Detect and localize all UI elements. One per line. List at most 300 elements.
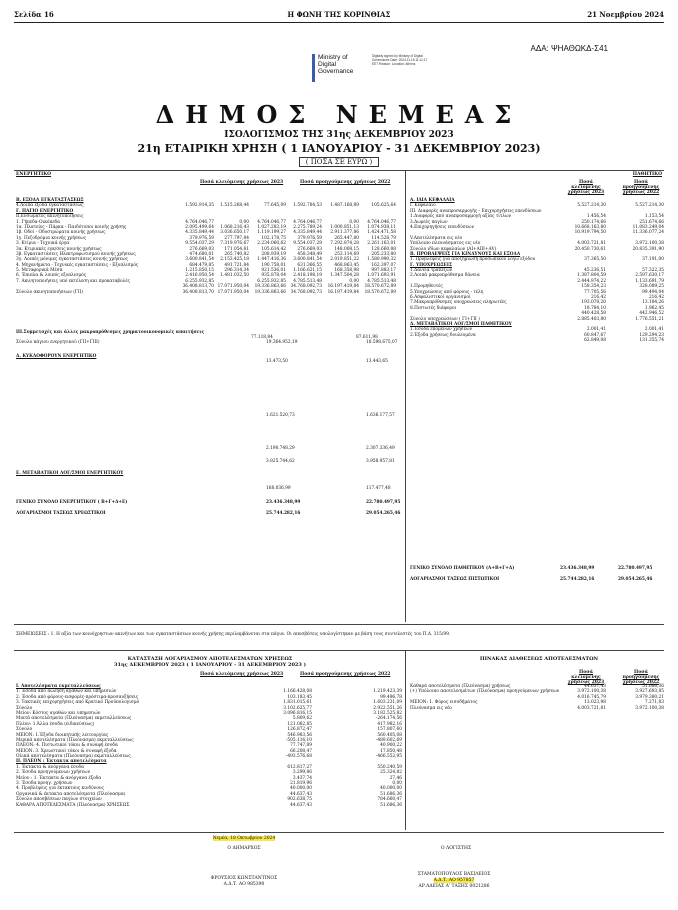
row-label: 1β. Οδοί - Οδοστρώματα κοινής χρήσεως xyxy=(16,230,106,236)
row-label: 3. Τακτικές επιχορηγήσεις από Κρατικό Προϋπολογισμό xyxy=(16,700,140,706)
row-value: 1.387.804,59 xyxy=(577,273,606,279)
row-label: 4.Επιχορηγήσεις επενδύσεων xyxy=(410,224,475,230)
row-value: 277.797,84 xyxy=(224,235,249,241)
row-value: 2.418.198,19 xyxy=(293,273,322,279)
row-value: 1.515.268,44 xyxy=(220,203,249,209)
row-value: 62.849,08 xyxy=(584,338,606,344)
row-value: 1.071.693,91 xyxy=(367,273,396,279)
prepay-total-cur: 168.036,99 xyxy=(266,486,291,492)
row-value: 77.705,56 xyxy=(584,289,606,295)
row-value: 1.219.423,39 xyxy=(373,689,402,695)
row-value: 684.479,85 xyxy=(189,262,214,268)
row-value: 1.487.168,89 xyxy=(330,203,359,209)
row-value: 162.397,07 xyxy=(371,262,396,268)
row-value: 77.645,09 xyxy=(264,203,286,209)
cash-prev: 2.307.336,49 xyxy=(366,445,395,451)
current-assets-heading: Δ. ΚΥΚΛΟΦΟΡΟΥΝ ΕΝΕΡΓΗΤΙΚΟ xyxy=(16,353,97,359)
row-label: Α. ΙΔΙΑ ΚΕΦΑΛΑΙΑ xyxy=(410,198,455,203)
row-value: 379.976,59 xyxy=(189,235,214,241)
row-value: 16.197.419,84 xyxy=(327,284,359,290)
row-value: 3.600.841,54 xyxy=(185,257,214,263)
row-label: 3γ. Λοιπές μόνιμες εγκαταστάσεις κοινής χρήσεως xyxy=(16,257,128,263)
row-label: ΠΛΕΟΝ: 4. Πιστωτικοί τόκοι & συναφή έσοδα xyxy=(16,743,118,749)
row-value: 1.962,45 xyxy=(644,305,664,311)
assets-grand-cur: 23.436.348,99 xyxy=(266,499,301,505)
row-value: 44.637,43 xyxy=(290,791,312,797)
row-value: 468.863,45 xyxy=(334,262,359,268)
doc-subtitle-2: 21η ΕΤΑΙΡΙΚΗ ΧΡΗΣΗ ( 1 ΙΑΝΟΥΑΡΙΟΥ - 31 ΔΕΚΕΜΒΡΙΟΥ 2023) xyxy=(137,142,541,155)
liab-col-cur: Ποσά κλειόμενης χρήσεως 2023 xyxy=(567,180,605,195)
row-value: 379.976,59 xyxy=(297,235,322,241)
table-top-rule xyxy=(14,170,664,171)
row-value: 2.922.551,26 xyxy=(373,705,402,711)
row-value: -264.174,56 xyxy=(375,716,402,722)
row-label: Σύνολο xyxy=(16,705,33,711)
row-value: 296.314,34 xyxy=(224,268,249,274)
page-header xyxy=(14,10,664,22)
row-value: 9.554.037,29 xyxy=(185,241,214,247)
row-value: 3.600.841,54 xyxy=(293,257,322,263)
row-label: Υπόλοιπο πλεονάσματος εις νέο xyxy=(410,241,481,247)
row-value: 2.019.851,22 xyxy=(330,257,359,263)
row-value: 4.335.849,44 xyxy=(293,230,322,236)
center-divider xyxy=(405,170,406,622)
row-value: 1.215.850,15 xyxy=(185,268,214,274)
row-label: ΜΕΙΟΝ: 3. Χρεωστικοί τόκοι & συναφή έξοδα xyxy=(16,748,117,754)
row-value: 10.668.163,80 xyxy=(574,224,606,230)
row-value: 105.625,64 xyxy=(371,203,396,209)
results-heading xyxy=(16,656,404,668)
row-value: 1.119.199,27 xyxy=(257,230,286,236)
row-value: 1.000.851,13 xyxy=(330,224,359,230)
row-label: Σύνολο υποχρεώσεων ( ΓΙ+ΓΙΙ ) xyxy=(410,316,480,322)
row-value: 36.408.813,70 xyxy=(182,289,214,295)
row-value: 40.000,00 xyxy=(290,786,312,792)
table-row xyxy=(410,338,668,343)
row-value: 2.001,41 xyxy=(586,327,606,333)
row-value: 251.674,66 xyxy=(639,219,664,225)
row-value: 560.405,08 xyxy=(377,732,402,738)
row-label: Γ. ΠΑΓΙΟ ΕΝΕΡΓΗΤΙΚΟ xyxy=(16,208,74,214)
row-label: 1α. Πλατείες - Πάρκα - Παιδότοποι κοινής χρήσης xyxy=(16,224,127,230)
row-value: 4.335.849,44 xyxy=(185,230,214,236)
row-label: Σύνολο ακινητοποιήσεων (ΓΙΙ) xyxy=(16,289,83,295)
row-value: 208.939,19 xyxy=(261,251,286,257)
row-value: 36.408.813,70 xyxy=(182,284,214,290)
row-value: 51.686,36 xyxy=(380,802,402,808)
row-value: 276.669,03 xyxy=(189,246,214,252)
row-value: 5.809,62 xyxy=(292,716,312,722)
row-value: 121.062,85 xyxy=(287,721,312,727)
row-label: 3α. Κτιριακές εγκ/σεις κοινής χρήσεως xyxy=(16,246,102,252)
row-value: 1.166.621,15 xyxy=(293,268,322,274)
row-value: 2.885.403,80 xyxy=(577,316,606,322)
row-value: 0,00 xyxy=(349,278,359,284)
row-value: 216,42 xyxy=(590,295,606,301)
liab-grand-cur: 23.436.348,99 xyxy=(560,566,595,571)
row-value: 2.001,41 xyxy=(644,327,664,333)
results-col-cur: Ποσά κλειόμενης χρήσεως 2023 xyxy=(200,672,284,677)
row-value: 129.294,23 xyxy=(639,332,664,338)
row-value: 4.764.046,77 xyxy=(367,219,396,225)
assets-period-prev: Ποσά προηγούμενης χρήσεως 2022 xyxy=(300,180,391,185)
header-divider xyxy=(14,22,664,23)
lower-top-rule xyxy=(14,650,664,651)
row-label: 1. Προβλέψεις για αποζημίωση προσωπικού λόγω εξόδου xyxy=(410,257,536,263)
results-col-prev: Ποσά προηγούμενης χρήσεως 2022 xyxy=(300,672,391,677)
row-value: 20.835.391,90 xyxy=(632,246,664,252)
row-value: 2.234.060,62 xyxy=(257,241,286,247)
current-total-prev: 3.958.957,81 xyxy=(366,459,395,465)
row-label: 8.Πιστωτές διάφοροι xyxy=(410,305,457,311)
participation-label: ΙΙΙ.Συμμετοχές και άλλες μακροπρόθεσμες χρηματοοικονομικές απαιτήσεις xyxy=(16,330,205,335)
row-value: 550.240,59 xyxy=(377,764,402,770)
row-value: 1.153,54 xyxy=(644,214,664,220)
row-value: 37.365,50 xyxy=(584,257,606,263)
distribution-section xyxy=(410,684,668,711)
current-total-cur: 3.825.744,62 xyxy=(266,459,295,465)
row-value: 784.660,47 xyxy=(377,797,402,803)
row-value: 19.336.863,66 xyxy=(254,284,286,290)
notes: ΣΗΜΕΙΩΣΕΙΣ : 1. Η αξία των κοινόχρηστων ακινήτων και των εγκαταστάσεων κοινής χρήσης περιλαμβάνεται στα πάγια. Οι αποσβέσεις υπολογίστηκαν με βάση τους συντελεστές του Π.Δ. 315/99. xyxy=(16,632,451,637)
row-value: 1.831.015,61 xyxy=(283,700,312,706)
row-value: 18.570.672,89 xyxy=(364,289,396,295)
row-label: 5. Μεταφορικά Μέσα xyxy=(16,268,63,274)
total-fixed-cur: 19.364.952,19 xyxy=(266,340,298,346)
row-value: 3.972.100,38 xyxy=(635,705,664,711)
row-value: 1.592.784,53 xyxy=(293,203,322,209)
row-value: 5.527.214,30 xyxy=(577,203,606,209)
row-label: Γ. ΥΠΟΧΡΕΩΣΕΙΣ xyxy=(410,262,452,268)
row-value: 1.027.283,19 xyxy=(257,224,286,230)
row-label: Μείον: Κόστος αγαθών και υπηρεσιών xyxy=(16,710,101,716)
row-value: 2.444.974,22 xyxy=(577,278,606,284)
results-heading-1: ΚΑΤΑΣΤΑΣΗ ΛΟΓΑΡΙΑΣΜΟΥ ΑΠΟΤΕΛΕΣΜΑΤΩΝ ΧΡΗΣΕΩΣ xyxy=(127,656,293,662)
inventory-cur: 13.473,50 xyxy=(266,359,288,365)
row-label: Ι. Αποτελέσματα εκμεταλλεύσεως xyxy=(16,684,101,689)
liab-lower xyxy=(410,566,668,583)
row-value: 157.807,60 xyxy=(377,727,402,733)
row-value: 18.570.672,89 xyxy=(364,284,396,290)
newspaper-title: Η ΦΩΝΗ ΤΗΣ ΚΟΡΙΝΘΙΑΣ xyxy=(287,10,391,19)
row-value: 193.078,20 xyxy=(581,300,606,306)
accountant-id-text: Α.Δ.Τ. ΑΟ 957857 xyxy=(433,878,475,883)
row-label: 2.Έξοδα χρήσεως δουλευμένα xyxy=(410,332,476,338)
row-value: 114.528,79 xyxy=(371,235,396,241)
row-value: 1.133.691,79 xyxy=(635,278,664,284)
row-value: 99.494,04 xyxy=(642,289,664,295)
table-row xyxy=(16,290,404,295)
total-fixed-prev: 18.598.675,07 xyxy=(366,340,398,346)
row-value: 3.102.625,77 xyxy=(283,705,312,711)
prepay-total-prev: 117.477,48 xyxy=(366,486,391,492)
table-bottom-rule xyxy=(14,624,664,625)
row-label: ΜΕΙΟΝ: 1.Έξοδα διοικητικής λειτουργίας xyxy=(16,732,109,738)
row-label: 1. Γήπεδα-Οικόπεδα xyxy=(16,219,61,225)
row-value: 440.428,58 xyxy=(581,311,606,317)
row-value: 131.355,74 xyxy=(639,338,664,344)
row-value: 0,00 xyxy=(392,781,402,787)
row-value: 40.900,22 xyxy=(380,743,402,749)
row-value: 45.236,51 xyxy=(584,268,606,274)
row-value: 3.972.100,38 xyxy=(577,689,606,695)
row-label: Καθαρά αποτελέσματα (Πλεόνασμα) χρήσεως xyxy=(410,684,511,689)
row-label: 1.Έσοδα επόμενων χρήσεων xyxy=(410,327,473,333)
row-label: 3β. Εγκαταστάσεις Ηλεκτροφωτισμού κοινής χρήσεως xyxy=(16,251,136,257)
row-label: 1γ. Πεζοδρόμια κοινής χρήσεως xyxy=(16,235,87,241)
row-value: 7.292.874,28 xyxy=(330,241,359,247)
row-value: 997.883,17 xyxy=(371,268,396,274)
row-value: 34.768.092,73 xyxy=(290,289,322,295)
digital-signature: Digitally signed by Ministry of Digital Governance Date: 2024.11.18 11:11:17 EET Reason: Location: Athens xyxy=(372,54,428,66)
row-value: 265.447,80 xyxy=(334,235,359,241)
row-value: 103.183,45 xyxy=(287,694,312,700)
row-label: 4. Μηχανήματα - Τεχνικές εγκαταστάσεις - Εξοπλισμός xyxy=(16,262,139,268)
row-value: 1.456,54 xyxy=(586,214,606,220)
row-label: 1.Δάνεια τραπεζών xyxy=(410,268,453,274)
row-value: 158.354,23 xyxy=(581,284,606,290)
row-label: 3.Δωρεές παγίων xyxy=(410,219,448,225)
signing-date xyxy=(196,836,292,841)
row-label: 2. Έσοδα προηγούμενων χρήσεων xyxy=(16,770,91,776)
row-value: 44.637,43 xyxy=(290,802,312,808)
mayor-id: Α.Δ.Τ. ΑΟ 985390 xyxy=(223,882,265,887)
row-value: 1.166.428,08 xyxy=(283,689,312,695)
doc-title: ΔΗΜΟΣ ΝΕΜΕΑΣ xyxy=(155,100,523,129)
row-value: 417.982,16 xyxy=(377,721,402,727)
row-value: 17.850,48 xyxy=(380,748,402,754)
liab-col-prev: Ποσά προηγούμενης χρήσεως 2022 xyxy=(622,180,660,195)
liab-memo-prev: 29.054.265,46 xyxy=(618,577,653,583)
row-value: 328.089,25 xyxy=(639,284,664,290)
assets-memo-cur: 25.744.282,16 xyxy=(266,510,301,516)
row-value: 17.071.950,04 xyxy=(217,289,249,295)
row-value: 612.817,27 xyxy=(287,764,312,770)
row-value: 2.095.499,64 xyxy=(185,224,214,230)
row-value: 2.275.789,24 xyxy=(293,224,322,230)
row-value: 4.785.513,48 xyxy=(293,278,322,284)
row-label: 1. Έκτακτα & ανόργανα έσοδα xyxy=(16,764,85,770)
row-value: 5.527.214,30 xyxy=(635,203,664,209)
row-value: 442.946,52 xyxy=(639,311,664,317)
accountant-id xyxy=(395,878,513,883)
distribution-heading: ΠΙΝΑΚΑΣ ΔΙΑΘΕΣΕΩΣ ΑΠΟΤΕΛΕΣΜΑΤΩΝ xyxy=(479,656,599,662)
row-value: 2.153.425,18 xyxy=(220,257,249,263)
row-value: 4.016.745,79 xyxy=(577,694,606,700)
row-value: -466.552,95 xyxy=(375,754,402,760)
row-value: 1.068.216,43 xyxy=(220,224,249,230)
row-value: -489.602,69 xyxy=(375,737,402,743)
row-value: 3.036.650,17 xyxy=(220,230,249,236)
row-value: 474.680,01 xyxy=(189,251,214,257)
row-value: 34.768.092,73 xyxy=(290,284,322,290)
row-label: Σύνολο αποσβέσεων παγίων στοιχείων xyxy=(16,797,102,803)
row-value: 2.416.950,54 xyxy=(185,273,214,279)
row-value: 4.785.513,48 xyxy=(367,278,396,284)
row-label: 3. Κτίρια - Τεχνικά έργα xyxy=(16,241,70,247)
row-label: Μείον : 1. Έκτακτα & ανόργανα έξοδα xyxy=(16,775,102,781)
row-label: (+) Υπόλοιπο αποτελεσμάτων (Πλεόνασμα) προηγούμενων χρήσεων xyxy=(410,689,560,695)
row-label: 3. Έσοδα προηγ. χρήσεων xyxy=(16,781,73,787)
row-value: 102.178,75 xyxy=(261,235,286,241)
table-row xyxy=(410,706,668,711)
prepay-heading: Ε. ΜΕΤΑΒΑΤΙΚΟΙ ΛΟΓ/ΣΜΟΙ ΕΝΕΡΓΗΤΙΚΟΥ xyxy=(16,470,124,476)
liab-memo-label: ΛΟΓΑΡΙΑΣΜΟΙ ΤΑΞΕΩΣ ΠΙΣΤΩΤΙΚΟΙ xyxy=(410,577,500,583)
row-value: 491.721,84 xyxy=(224,262,249,268)
row-value: 51.686,36 xyxy=(642,684,664,689)
page-number: Σελίδα 16 xyxy=(14,10,54,19)
row-label: Μικτά αποτελέσματα (Πλεόνασμα) εκμεταλλεύσεως xyxy=(16,716,132,722)
accountant-name: ΣΤΑΜΑΤΟΠΟΥΛΟΣ ΒΑΣΙΛΕΙΟΣ xyxy=(417,872,491,877)
row-value: 1.776.551,21 xyxy=(635,316,664,322)
row-value: 2.911.377,86 xyxy=(330,230,359,236)
publication-date: 21 Νοεμβρίου 2024 xyxy=(587,10,664,19)
accountant-title: Ο ΛΟΓΙΣΤΗΣ xyxy=(440,846,472,851)
liab-grand-prev: 22.780.497,95 xyxy=(618,566,653,571)
row-label: Β. ΠΡΟΒΛΕΨΕΙΣ ΓΙΑ ΚΙΝΔΥΝΟΥΣ ΚΑΙ ΕΞΟΔΑ xyxy=(410,251,521,257)
row-value: 126.872,47 xyxy=(287,727,312,733)
row-value: 77.747,89 xyxy=(290,743,312,749)
liab-grand-label: ΓΕΝΙΚΟ ΣΥΝΟΛΟ ΠΑΘΗΤΙΚΟΥ (Α+Β+Γ+Δ) xyxy=(410,566,515,571)
row-label: 6.Ασφαλιστικοί οργανισμοί xyxy=(410,295,471,301)
row-value: 57.322,35 xyxy=(642,268,664,274)
row-value: 1.424.471,58 xyxy=(367,230,396,236)
row-value: 27,46 xyxy=(389,775,402,781)
lower-bottom-rule xyxy=(14,832,664,833)
row-value: 148.008,15 xyxy=(334,246,359,252)
row-value: 7.319.976,67 xyxy=(220,241,249,247)
mayor-title: Ο ΔΗΜΑΡΧΟΣ xyxy=(227,846,261,851)
row-label: Οργανικά & έκτακτα αποτελέσματα (Πλεόνασμα) xyxy=(16,791,126,797)
ministry-logo xyxy=(318,54,353,75)
row-value: 1.447.416,36 xyxy=(257,257,286,263)
row-value: 902.638,75 xyxy=(287,797,312,803)
participation-cur: 77.118,84 xyxy=(251,335,273,341)
row-value: 3.299,86 xyxy=(292,770,312,776)
assets-grand-label: ΓΕΝΙΚΟ ΣΥΝΟΛΟ ΕΝΕΡΓΗΤΙΚΟΥ ( Β+Γ+Δ+Ε) xyxy=(16,499,128,505)
row-label: 4.Λοιπά έξοδα εγκαταστάσεως xyxy=(16,203,84,209)
liabilities-heading: ΠΑΘΗΤΙΚΟ xyxy=(632,172,662,177)
row-value: 16.197.419,84 xyxy=(327,289,359,295)
row-label: Σύνολο xyxy=(16,727,33,733)
assets-section xyxy=(16,198,404,295)
row-label: 2. Έσοδα από φόρους-εισφορές-πρόστιμα-προσαυξήσεις xyxy=(16,694,139,700)
row-value: 4.003.721,81 xyxy=(577,241,606,247)
mayor-name: ΦΡΟΥΣΙΟΣ ΚΩΝΣΤΑΝΤΙΝΟΣ xyxy=(210,876,278,881)
assets-memo-label: ΛΟΓΑΡΙΑΣΜΟΙ ΤΑΞΕΩΣ ΧΡΕΩΣΤΙΚΟΙ xyxy=(16,510,106,516)
row-value: 0,00 xyxy=(239,219,249,225)
row-label: V.Αποτελέσματα εις νέο xyxy=(410,235,463,241)
row-label: 1. Έσοδα από πώληση αγαθών και υπηρεσιών xyxy=(16,689,117,695)
assets-memo-prev: 29.054.265,46 xyxy=(366,510,401,516)
row-label: Ολικά αποτελέσματα (Πλεόνασμα) εκμεταλλεύσεως xyxy=(16,754,131,760)
dist-col-cur: Ποσά κλειόμενης χρήσεως 2023 xyxy=(567,670,605,685)
signing-date-text: Νεμέα, 18 Οκτωβρίου 2024 xyxy=(212,836,276,841)
row-label: 7. Ακινητοποιήσεις υπό εκτέλεση και προκαταβολές xyxy=(16,278,130,284)
row-value: 6.255.932,85 xyxy=(257,278,286,284)
row-label: Πλεόνασμα εις νέο xyxy=(410,705,452,711)
row-value: 1.580.990,32 xyxy=(367,257,396,263)
row-value: 216,42 xyxy=(648,295,664,301)
row-value: 4.764.046,77 xyxy=(185,219,214,225)
row-value: 253.114,69 xyxy=(334,251,359,257)
row-value: 3.979.380,21 xyxy=(635,694,664,700)
row-value: 1.481.032,50 xyxy=(220,273,249,279)
doc-subtitle-3 xyxy=(0,158,678,166)
row-value: 60.847,67 xyxy=(584,332,606,338)
row-label: ΙΙΙ. Διαφορές αναπροσαρμογής - Επιχορηγήσεις επενδύσεων xyxy=(410,208,542,214)
liabilities-section xyxy=(410,198,668,344)
row-label: 6. Έπιπλα & λοιπός εξοπλισμός xyxy=(16,273,87,279)
row-value: 276.669,03 xyxy=(297,246,322,252)
row-value: 2.597.630,17 xyxy=(635,273,664,279)
row-value: 3.927.693,85 xyxy=(635,689,664,695)
row-value: 18.784,10 xyxy=(584,305,606,311)
row-value: 13.023,98 xyxy=(584,700,606,706)
row-value: 3.182.525,82 xyxy=(373,710,402,716)
liab-memo-cur: 25.744.282,16 xyxy=(560,577,595,583)
row-value: 190.758,01 xyxy=(261,262,286,268)
row-value: 458.348,49 xyxy=(297,251,322,257)
receivables-cur: 1.621.520,73 xyxy=(266,412,295,418)
row-label: ΚΑΘΑΡΑ ΑΠΟΤΕΛΕΣΜΑΤΑ (Πλεόνασμα) ΧΡΗΣΕΩΣ xyxy=(16,802,130,808)
row-value: 1.603.231,09 xyxy=(373,700,402,706)
row-value: 21.819,96 xyxy=(290,781,312,787)
row-value: 3.437,74 xyxy=(292,775,312,781)
row-value: 25.324,82 xyxy=(380,770,402,776)
row-value: 20.450.730,61 xyxy=(574,246,606,252)
lower-divider xyxy=(405,650,406,830)
row-value: 3.972.100,38 xyxy=(635,241,664,247)
assets-heading: ΕΝΕΡΓΗΤΙΚΟ xyxy=(16,172,52,177)
row-label: Σύνολο ιδίων κεφαλαίων (ΑΙ+ΑΙΙΙ+ΑV) xyxy=(410,246,497,252)
row-label: 2.Λοιπά μακροπρόθεσμα δάνεια xyxy=(410,273,480,279)
row-value: 546.983,56 xyxy=(287,732,312,738)
logo-line-3: Governance xyxy=(318,68,354,75)
row-label: ΜΕΙΟΝ: 1. Φόρος εισοδήματος xyxy=(410,700,478,706)
row-value: 7.271,83 xyxy=(644,700,664,706)
row-value: 66.208,47 xyxy=(290,748,312,754)
row-value: 3.096.816,15 xyxy=(283,710,312,716)
row-value: 11.336.077,24 xyxy=(632,230,664,236)
row-value: 171.054,61 xyxy=(224,246,249,252)
row-label: 1.Προμηθευτές xyxy=(410,284,443,290)
results-heading-2: 31ης ΔΕΚΕΜΒΡΙΟΥ 2023 ( 1 ΙΑΝΟΥΑΡΙΟΥ - 31 ΔΕΚΕΜΒΡΙΟΥ 2023 ) xyxy=(114,662,306,668)
cash-cur: 2.190.748,29 xyxy=(266,445,295,451)
currency-note: ( ΠΟΣΑ ΣΕ ΕΥΡΩ ) xyxy=(299,157,380,167)
row-value: 44.637,43 xyxy=(584,684,606,689)
row-value: 9.554.037,29 xyxy=(293,241,322,247)
row-label: 5.Υποχρεώσεις από φόρους - τέλη xyxy=(410,289,484,295)
row-value: 37.191,00 xyxy=(642,257,664,263)
row-label: Δ. ΜΕΤΑΒΑΤΙΚΟΙ ΛΟΓ/ΣΜΟΙ ΠΑΘΗΤΙΚΟΥ xyxy=(410,321,512,327)
logo-stripe xyxy=(312,54,315,82)
row-label: Πλέον: 1.Άλλα έσοδα (ειδικεύσεως) xyxy=(16,721,95,727)
row-label: Ι. Κεφάλαιο xyxy=(410,203,436,209)
assets-lower xyxy=(16,330,404,516)
row-value: 1.347.504,28 xyxy=(330,273,359,279)
row-value: 4.764.046,77 xyxy=(257,219,286,225)
table-row xyxy=(16,803,404,808)
row-value: 10.919.794,50 xyxy=(574,230,606,236)
row-value: 128.660,88 xyxy=(371,246,396,252)
row-value: 168.358,98 xyxy=(334,268,359,274)
assets-grand-prev: 22.780.497,95 xyxy=(366,499,401,505)
row-label: ΙΙ.Ενσώματες ακινητοποιήσεις xyxy=(16,214,84,220)
row-value: 13.184,26 xyxy=(642,300,664,306)
row-value: 19.336.863,66 xyxy=(254,289,286,295)
row-value: 17.071.950,04 xyxy=(217,284,249,290)
